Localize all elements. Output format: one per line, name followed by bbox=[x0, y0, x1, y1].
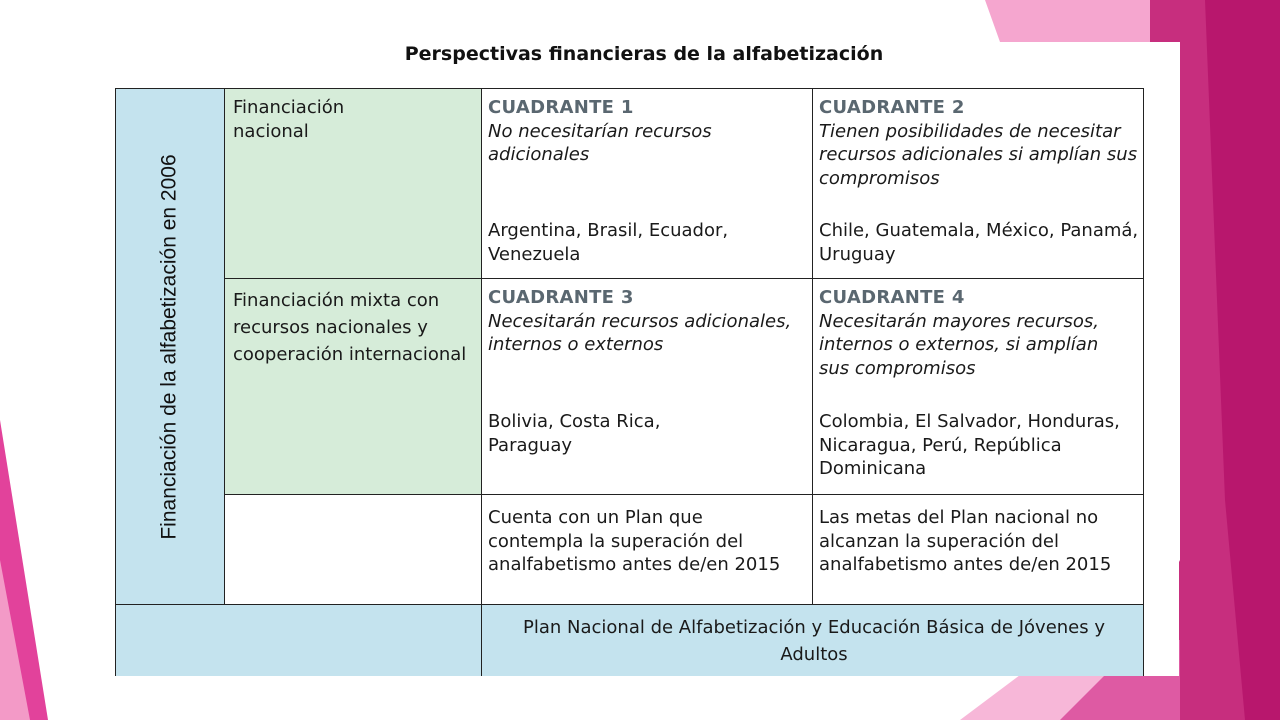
quadrant-2 bbox=[819, 96, 1139, 190]
grid-line bbox=[224, 88, 225, 605]
quadrant-1-countries: Argentina, Brasil, Ecuador, Venezuela bbox=[488, 220, 729, 265]
footer-text: Plan Nacional de Alfabetización y Educación Básica de Jóvenes y Adultos bbox=[522, 617, 1106, 665]
quadrant-3 bbox=[488, 286, 798, 357]
side-label: Financiación de la alfabetización en 2006 bbox=[157, 154, 181, 540]
grid-line bbox=[224, 278, 1144, 279]
quadrant-4-countries: Colombia, El Salvador, Honduras, Nicaragua, Perú, República Dominicana bbox=[819, 411, 1120, 479]
row-label-national: Financiación nacional bbox=[233, 97, 345, 142]
quadrant-4 bbox=[819, 286, 1119, 380]
quadrant-description: Tienen posibilidades de necesitar recursos adicionales si amplían sus compromisos bbox=[819, 120, 1138, 189]
quadrant-heading: CUADRANTE 1 bbox=[488, 97, 634, 118]
grid-line bbox=[115, 604, 1144, 605]
quadrant-3-countries: Bolivia, Costa Rica, Paraguay bbox=[488, 411, 661, 456]
quadrant-2-countries: Chile, Guatemala, México, Panamá, Uruguay bbox=[819, 220, 1139, 265]
quadrant-description: No necesitarían recursos adicionales bbox=[488, 120, 712, 165]
row-label-mixed: Financiación mixta con recursos nacionales y cooperación internacional bbox=[233, 290, 467, 365]
plan-row-left: Cuenta con un Plan que contempla la superación del analfabetismo antes de/en 2015 bbox=[488, 507, 781, 575]
grid-line bbox=[1143, 88, 1144, 676]
pink-shape-top-right bbox=[985, 0, 1150, 42]
grid-line bbox=[115, 88, 1144, 89]
quadrant-heading: CUADRANTE 2 bbox=[819, 97, 965, 118]
page-title: Perspectivas financieras de la alfabetización bbox=[404, 43, 884, 65]
quadrant-heading: CUADRANTE 4 bbox=[819, 287, 965, 308]
grid-line bbox=[481, 88, 482, 676]
grid-line bbox=[224, 494, 1144, 495]
quadrant-description: Necesitarán mayores recursos, internos o externos, si amplían sus compromisos bbox=[819, 310, 1100, 379]
grid-line bbox=[812, 88, 813, 605]
table-card bbox=[109, 42, 1179, 676]
quadrant-heading: CUADRANTE 3 bbox=[488, 287, 634, 308]
plan-row-right: Las metas del Plan nacional no alcanzan la superación del analfabetismo antes de/en 2015 bbox=[819, 507, 1112, 575]
quadrant-description: Necesitarán recursos adicionales, internos o externos bbox=[488, 310, 792, 355]
side-label-wrapper bbox=[115, 89, 224, 605]
footer-left-cell bbox=[115, 605, 482, 676]
